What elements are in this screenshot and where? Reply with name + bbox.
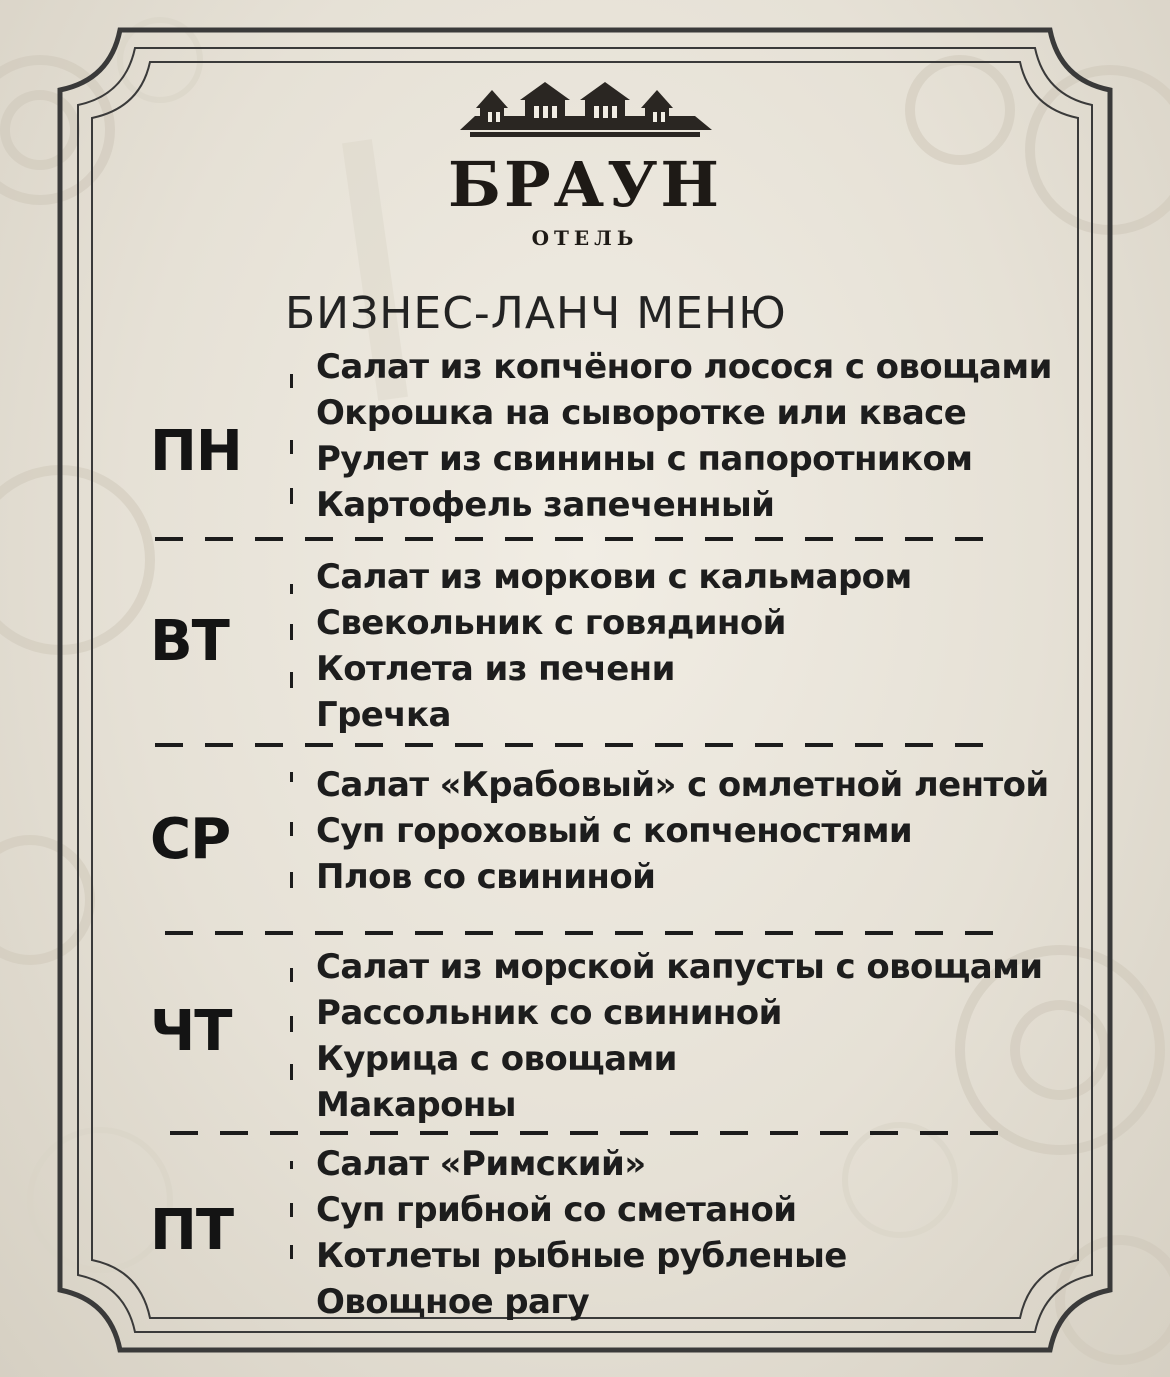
day-label: ПН [150, 419, 242, 484]
brand-subtitle: ОТЕЛЬ [531, 226, 639, 250]
menu-item: Макароны [316, 1085, 516, 1125]
dashed-separator [150, 536, 1000, 542]
menu-items [316, 554, 1136, 738]
menu-item: Суп гороховый с копченостями [316, 811, 913, 851]
menu-item: Салат «Крабовый» с омлетной лентой [316, 765, 1049, 805]
menu-item: Салат из моркови с кальмаром [316, 557, 912, 597]
menu-item: Рулет из свинины с папоротником [316, 439, 973, 479]
dashed-separator [150, 930, 1000, 936]
menu-item: Котлета из печени [316, 649, 675, 689]
menu-title: БИЗНЕС-ЛАНЧ МЕНЮ [285, 288, 787, 339]
menu-item: Салат из морской капусты с овощами [316, 947, 1043, 987]
menu-items [316, 344, 1136, 528]
dashed-separator [150, 742, 1000, 748]
dashed-separator [150, 1130, 1000, 1136]
day-label: ВТ [150, 609, 229, 674]
menu-item: Салат «Римский» [316, 1144, 646, 1184]
menu-item: Курица с овощами [316, 1039, 677, 1079]
menu-item: Овощное рагу [316, 1282, 590, 1322]
menu-item: Рассольник со свининой [316, 993, 782, 1033]
menu-items [316, 944, 1136, 1128]
menu-item: Суп грибной со сметаной [316, 1190, 797, 1230]
menu-item: Окрошка на сыворотке или квасе [316, 393, 967, 433]
menu-item: Котлеты рыбные рубленые [316, 1236, 847, 1276]
day-label: ПТ [150, 1198, 234, 1263]
brand-name: БРАУН [448, 148, 722, 221]
menu-item: Салат из копчёного лосося с овощами [316, 347, 1052, 387]
day-label: ЧТ [150, 999, 232, 1064]
menu-items [316, 1141, 1136, 1325]
menu-item: Свекольник с говядиной [316, 603, 786, 643]
menu-item: Гречка [316, 695, 451, 735]
day-label: СР [150, 807, 231, 872]
menu-item: Плов со свининой [316, 857, 656, 897]
menu-item: Картофель запеченный [316, 485, 775, 525]
menu-items [316, 762, 1136, 900]
